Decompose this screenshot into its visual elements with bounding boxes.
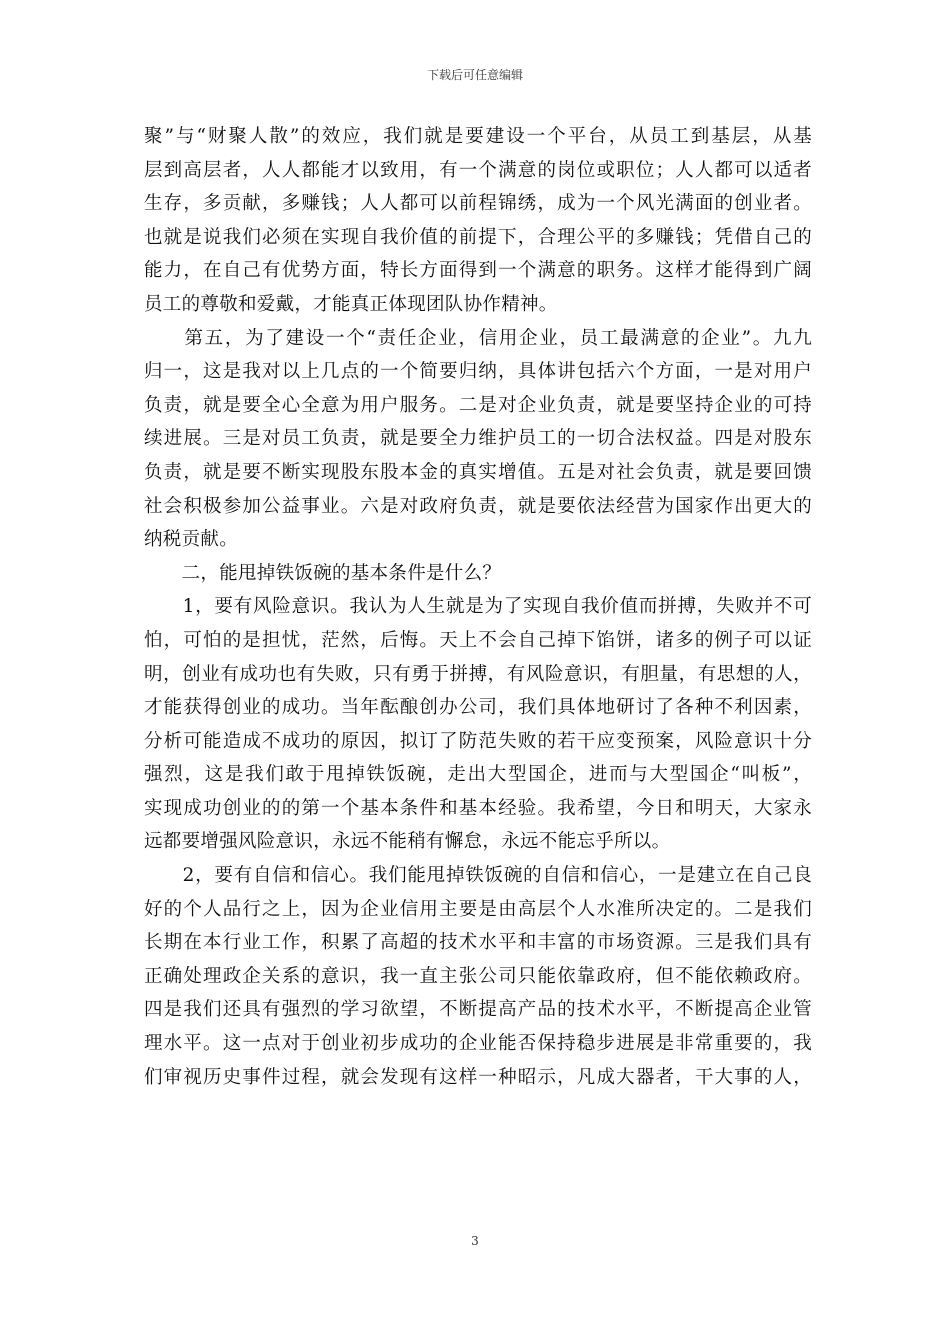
text-line: 第五，为了建设一个“责任企业，信用企业，员工最满意的企业”。九九 — [144, 327, 812, 349]
text-line: 负责，就是要全心全意为用户服务。二是对企业负责，就是要坚持企业的可持 — [144, 394, 812, 416]
text-line: 四是我们还具有强烈的学习欲望，不断提高产品的技术水平，不断提高企业管 — [144, 999, 812, 1021]
text-line: 1，要有风险意识。我认为人生就是为了实现自我价值而拼搏，失败并不可 — [144, 596, 812, 618]
text-line: 聚”与“财聚人散”的效应，我们就是要建设一个平台，从员工到基层，从基 — [144, 126, 812, 147]
text-line: 也就是说我们必须在实现自我价值的前提下，合理公平的多赚钱；凭借自己的 — [144, 226, 812, 248]
text-line: 们审视历史事件过程，就会发现有这样一种昭示，凡成大器者，干大事的人， — [144, 1066, 812, 1088]
text-line: 理水平。这一点对于创业初步成功的企业能否保持稳步进展是非常重要的，我 — [144, 1033, 812, 1055]
text-line: 生存，多贡献，多赚钱；人人都可以前程锦绣，成为一个风光满面的创业者。 — [144, 193, 812, 215]
text-line: 纳税贡献。 — [144, 529, 239, 551]
section-heading: 二，能甩掉铁饭碗的基本条件是什么？ — [144, 562, 502, 584]
text-line: 分析可能造成不成功的原因，拟订了防范失败的若干应变预案，风险意识十分 — [144, 730, 812, 752]
text-line: 续进展。三是对员工负责，就是要全力维护员工的一切合法权益。四是对股东 — [144, 428, 812, 450]
text-line: 社会积极参加公益事业。六是对政府负责，就是要依法经营为国家作出更大的 — [144, 495, 812, 517]
text-line: 归一，这是我对以上几点的一个简要归纳，具体讲包括六个方面，一是对用户 — [144, 361, 812, 383]
text-line: 2，要有自信和信心。我们能甩掉铁饭碗的自信和信心，一是建立在自己良 — [144, 865, 812, 887]
text-line: 正确处理政企关系的意识，我一直主张公司只能依靠政府，但不能依赖政府。 — [144, 965, 812, 987]
text-line: 长期在本行业工作，积累了高超的技术水平和丰富的市场资源。三是我们具有 — [144, 932, 812, 954]
text-line: 明，创业有成功也有失败，只有勇于拼搏，有风险意识，有胆量，有思想的人， — [144, 663, 812, 685]
text-line: 员工的尊敬和爱戴，才能真正体现团队协作精神。 — [144, 293, 558, 315]
text-line: 怕，可怕的是担忧，茫然，后悔。天上不会自己掉下馅饼，诸多的例子可以证 — [144, 629, 812, 651]
text-line: 远都要增强风险意识，永远不能稍有懈怠，永远不能忘乎所以。 — [144, 831, 671, 853]
text-line: 强烈，这是我们敢于甩掉铁饭碗，走出大型国企，进而与大型国企“叫板”， — [144, 764, 812, 786]
text-line: 实现成功创业的的第一个基本条件和基本经验。我希望，今日和明天，大家永 — [144, 797, 812, 819]
text-line: 能力，在自己有优势方面，特长方面得到一个满意的职务。这样才能得到广阔 — [144, 260, 812, 282]
text-line: 层到高层者，人人都能才以致用，有一个满意的岗位或职位；人人都可以适者 — [144, 159, 812, 181]
page-number: 3 — [471, 1234, 479, 1248]
text-line: 才能获得创业的成功。当年酝酿创办公司，我们具体地研讨了各种不利因素， — [144, 697, 812, 719]
text-line: 负责，就是要不断实现股东股本金的真实增值。五是对社会负责，就是要回馈 — [144, 461, 812, 483]
body-text — [144, 120, 812, 1094]
page-header: 下载后可任意编辑 — [426, 68, 523, 82]
text-line: 好的个人品行之上，因为企业信用主要是由高层个人水准所决定的。二是我们 — [144, 898, 812, 920]
